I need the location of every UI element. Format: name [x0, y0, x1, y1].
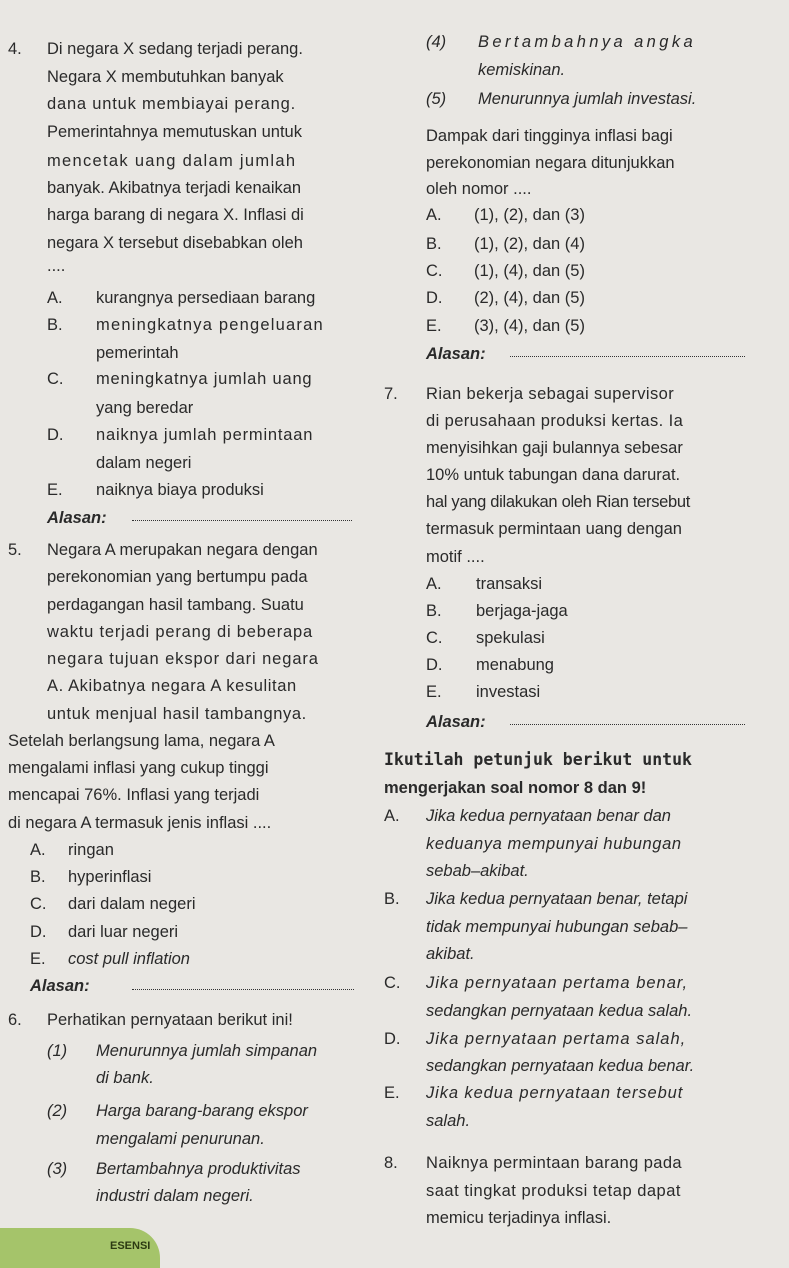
- stem-line: untuk menjual hasil tambangnya.: [47, 705, 307, 723]
- alasan-answer-line[interactable]: [510, 710, 745, 725]
- option-letter: A.: [426, 575, 442, 593]
- option-text: salah.: [426, 1112, 471, 1130]
- option-letter: B.: [384, 890, 400, 908]
- stem-line: termasuk permintaan uang dengan: [426, 520, 682, 538]
- stem-line: Rian bekerja sebagai supervisor: [426, 385, 675, 403]
- option-letter: D.: [384, 1030, 401, 1048]
- statement-number: (4): [426, 33, 447, 51]
- stem-line: waktu terjadi perang di beberapa: [47, 623, 313, 641]
- option-text-cont: dalam negeri: [96, 454, 192, 472]
- stem-line: memicu terjadinya inflasi.: [426, 1209, 612, 1227]
- question-number: 6.: [8, 1011, 22, 1029]
- option-text: tidak mempunyai hubungan sebab–: [426, 918, 688, 936]
- option-text: spekulasi: [476, 629, 545, 647]
- option-text: sedangkan pernyataan kedua benar.: [426, 1057, 695, 1075]
- alasan-label: Alasan:: [426, 713, 486, 731]
- stem-line: mencetak uang dalam jumlah: [47, 152, 297, 170]
- option-letter: A.: [384, 807, 400, 825]
- option-text: meningkatnya pengeluaran: [96, 316, 324, 334]
- option-text: cost pull inflation: [68, 950, 190, 968]
- option-text: Jika kedua pernyataan benar dan: [426, 807, 671, 825]
- option-text: (1), (2), dan (4): [474, 235, 585, 253]
- option-letter: A.: [426, 206, 442, 224]
- option-text: akibat.: [426, 945, 475, 963]
- option-text: kurangnya persediaan barang: [96, 289, 316, 307]
- stem-line: A. Akibatnya negara A kesulitan: [47, 677, 297, 695]
- instructions-heading: mengerjakan soal nomor 8 dan 9!: [384, 779, 647, 797]
- option-text: Jika pernyataan pertama benar,: [426, 974, 689, 992]
- statement-text: di bank.: [96, 1069, 154, 1087]
- option-text-cont: yang beredar: [96, 399, 194, 417]
- statement-number: (5): [426, 90, 447, 108]
- option-letter: C.: [426, 262, 443, 280]
- stem-line: Setelah berlangsung lama, negara A: [8, 732, 275, 750]
- question-number: 5.: [8, 541, 22, 559]
- option-text: Jika kedua pernyataan tersebut: [426, 1084, 684, 1102]
- stem-line: Di negara X sedang terjadi perang.: [47, 40, 303, 58]
- option-letter: C.: [30, 895, 47, 913]
- statement-number: (3): [47, 1160, 68, 1178]
- option-text: ringan: [68, 841, 114, 859]
- option-letter: B.: [426, 602, 442, 620]
- question-line: perekonomian negara ditunjukkan: [426, 154, 675, 172]
- stem-line: banyak. Akibatnya terjadi kenaikan: [47, 179, 302, 197]
- question-number: 7.: [384, 385, 398, 403]
- alasan-label: Alasan:: [426, 345, 486, 363]
- option-letter: B.: [47, 316, 63, 334]
- option-text: Jika kedua pernyataan benar, tetapi: [426, 890, 688, 908]
- option-letter: E.: [47, 481, 63, 499]
- option-text: hyperinflasi: [68, 868, 152, 886]
- option-text: keduanya mempunyai hubungan: [426, 835, 682, 853]
- stem-line: negara X tersebut disebabkan oleh: [47, 234, 303, 252]
- option-letter: E.: [384, 1084, 400, 1102]
- stem-line: dana untuk membiayai perang.: [47, 95, 296, 113]
- option-text: (1), (4), dan (5): [474, 262, 585, 280]
- option-text: sebab–akibat.: [426, 862, 529, 880]
- option-letter: C.: [47, 370, 64, 388]
- stem-line: 10% untuk tabungan dana darurat.: [426, 466, 681, 484]
- stem-line: Naiknya permintaan barang pada: [426, 1154, 682, 1172]
- option-text: meningkatnya jumlah uang: [96, 370, 313, 388]
- stem-line: Negara X membutuhkan banyak: [47, 68, 284, 86]
- alasan-answer-line[interactable]: [132, 975, 354, 990]
- option-text: (3), (4), dan (5): [474, 317, 585, 335]
- statement-text: Menurunnya jumlah investasi.: [478, 90, 697, 108]
- statement-text: industri dalam negeri.: [96, 1187, 254, 1205]
- question-number: 8.: [384, 1154, 398, 1172]
- option-text: naiknya jumlah permintaan: [96, 426, 314, 444]
- option-letter: A.: [30, 841, 46, 859]
- option-letter: A.: [47, 289, 63, 307]
- stem-line: di perusahaan produksi kertas. Ia: [426, 412, 684, 430]
- option-text: sedangkan pernyataan kedua salah.: [426, 1002, 693, 1020]
- stem-line: perdagangan hasil tambang. Suatu: [47, 596, 304, 614]
- statement-text: Bertambahnya angka: [478, 33, 697, 51]
- option-letter: C.: [426, 629, 443, 647]
- stem-line: ....: [47, 257, 66, 275]
- option-letter: B.: [426, 235, 442, 253]
- stem-line: Pemerintahnya memutuskan untuk: [47, 123, 302, 141]
- option-text: (1), (2), dan (3): [474, 206, 585, 224]
- statement-number: (2): [47, 1102, 68, 1120]
- footer-label: ESENSI: [110, 1240, 151, 1252]
- option-text-cont: pemerintah: [96, 344, 179, 362]
- stem-line: Negara A merupakan negara dengan: [47, 541, 318, 559]
- stem-line: di negara A termasuk jenis inflasi ....: [8, 814, 272, 832]
- statement-text: Harga barang-barang ekspor: [96, 1102, 308, 1120]
- stem-line: mencapai 76%. Inflasi yang terjadi: [8, 786, 260, 804]
- instructions-heading: Ikutilah petunjuk berikut untuk: [384, 750, 692, 769]
- question-line: Dampak dari tingginya inflasi bagi: [426, 127, 673, 145]
- option-text: (2), (4), dan (5): [474, 289, 585, 307]
- option-letter: D.: [47, 426, 64, 444]
- alasan-answer-line[interactable]: [510, 342, 745, 357]
- option-letter: D.: [426, 289, 443, 307]
- option-letter: D.: [30, 923, 47, 941]
- statement-text: mengalami penurunan.: [96, 1130, 265, 1148]
- alasan-label: Alasan:: [30, 977, 90, 995]
- stem-line: menyisihkan gaji bulannya sebesar: [426, 439, 683, 457]
- stem-line: hal yang dilakukan oleh Rian tersebut: [426, 493, 691, 511]
- stem-line: mengalami inflasi yang cukup tinggi: [8, 759, 269, 777]
- option-text: dari dalam negeri: [68, 895, 196, 913]
- alasan-answer-line[interactable]: [132, 506, 352, 521]
- option-text: dari luar negeri: [68, 923, 179, 941]
- statement-text: Menurunnya jumlah simpanan: [96, 1042, 318, 1060]
- option-text: berjaga-jaga: [476, 602, 568, 620]
- stem-line: Perhatikan pernyataan berikut ini!: [47, 1011, 293, 1029]
- option-letter: B.: [30, 868, 46, 886]
- option-letter: D.: [426, 656, 443, 674]
- option-text: Jika pernyataan pertama salah,: [426, 1030, 687, 1048]
- option-text: investasi: [476, 683, 541, 701]
- option-letter: E.: [426, 683, 442, 701]
- alasan-label: Alasan:: [47, 509, 107, 527]
- stem-line: perekonomian yang bertumpu pada: [47, 568, 308, 586]
- option-text: transaksi: [476, 575, 543, 593]
- statement-number: (1): [47, 1042, 68, 1060]
- option-letter: E.: [30, 950, 46, 968]
- stem-line: saat tingkat produksi tetap dapat: [426, 1182, 681, 1200]
- question-line: oleh nomor ....: [426, 180, 532, 198]
- stem-line: harga barang di negara X. Inflasi di: [47, 206, 304, 224]
- option-text: naiknya biaya produksi: [96, 481, 264, 499]
- option-letter: E.: [426, 317, 442, 335]
- stem-line: motif ....: [426, 548, 485, 566]
- question-number: 4.: [8, 40, 22, 58]
- stem-line: negara tujuan ekspor dari negara: [47, 650, 319, 668]
- option-text: menabung: [476, 656, 554, 674]
- option-letter: C.: [384, 974, 401, 992]
- statement-text: Bertambahnya produktivitas: [96, 1160, 301, 1178]
- statement-text: kemiskinan.: [478, 61, 566, 79]
